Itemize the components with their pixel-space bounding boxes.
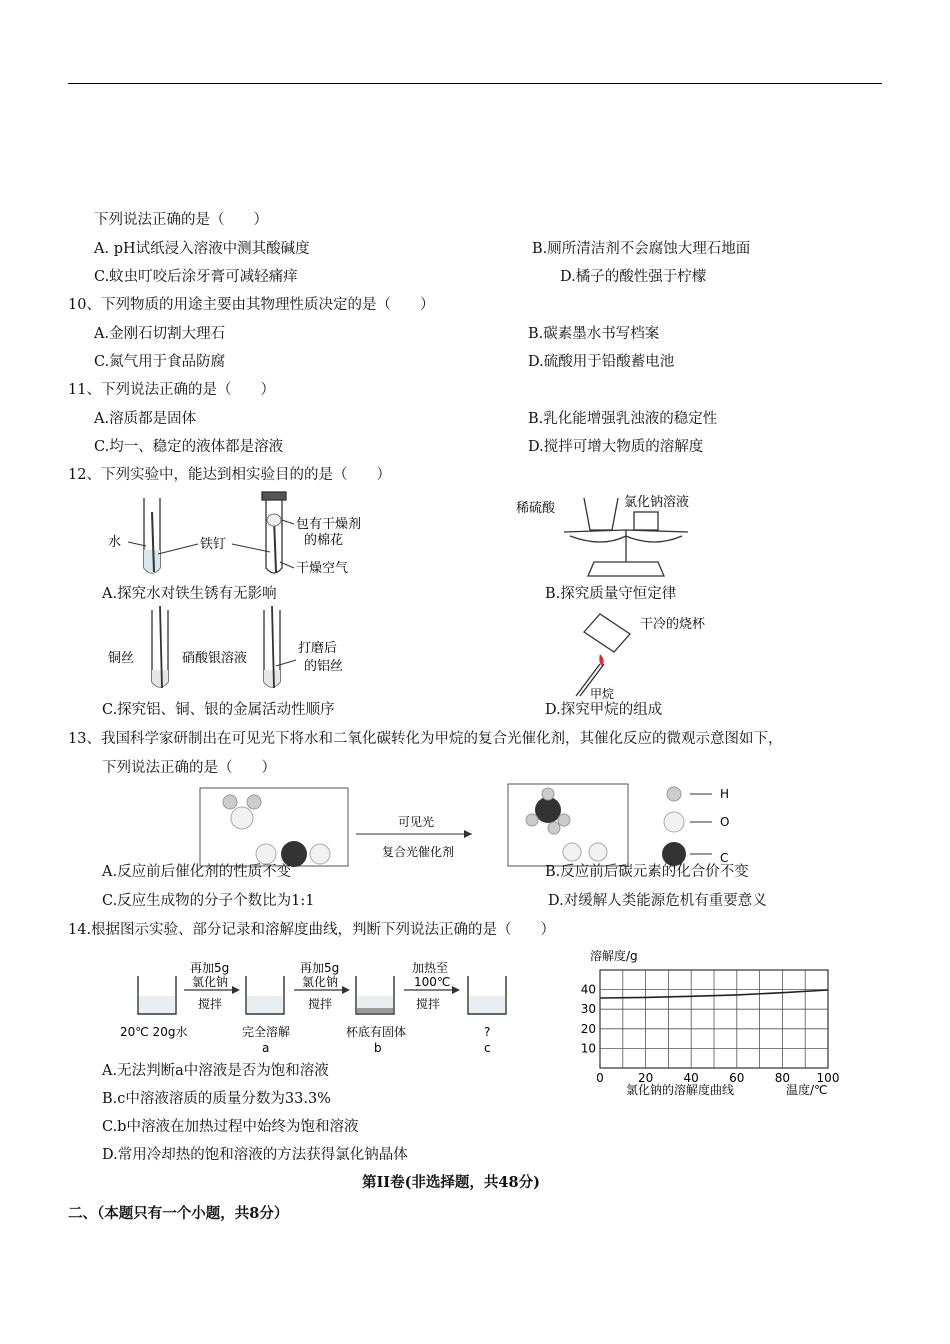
- q12-option-a: A.探究水对铁生锈有无影响: [102, 586, 277, 602]
- q12-figure-b: [514, 490, 714, 585]
- y-tick-label: 40: [580, 982, 596, 997]
- q11-option-c: C.均一、稳定的液体都是溶液: [94, 439, 284, 455]
- x-tick-label: 60: [729, 1071, 745, 1085]
- q9-option-b: B.厕所清洁剂不会腐蚀大理石地面: [532, 241, 751, 257]
- q13-option-d: D.对缓解人类能源危机有重要意义: [548, 893, 767, 909]
- label-a-note: 完全溶解: [242, 1025, 291, 1039]
- x-tick-label: 100: [816, 1071, 840, 1085]
- q11-option-a: A.溶质都是固体: [94, 411, 197, 427]
- label-b: b: [374, 1041, 382, 1055]
- label-catalyst: 复合光催化剂: [382, 845, 455, 859]
- label-nacl-2: 氯化钠: [302, 975, 339, 989]
- q11-option-d: D.搅拌可增大物质的溶解度: [528, 439, 704, 455]
- label-cotton-2: 的棉花: [304, 533, 344, 548]
- label-nacl-solution: 氯化钠溶液: [624, 495, 690, 510]
- q11-stem: 11、下列说法正确的是（ ）: [68, 382, 275, 398]
- q11-option-b: B.乳化能增强乳浊液的稳定性: [528, 411, 718, 427]
- label-al-2: 的铝丝: [304, 659, 344, 674]
- legend-h: H: [720, 787, 730, 801]
- chart-title: 氯化钠的溶解度曲线: [626, 1083, 735, 1097]
- label-stir-3: 搅拌: [416, 997, 441, 1011]
- label-agno3: 硝酸银溶液: [182, 651, 248, 666]
- label-copper-wire: 铜丝: [108, 651, 135, 666]
- q12-figure-d: [560, 604, 730, 700]
- label-start: 20℃ 20g水: [120, 1025, 188, 1039]
- label-add-5g-1: 再加5g: [190, 961, 230, 975]
- y-tick-label: 10: [580, 1041, 596, 1056]
- header-rule: [68, 83, 882, 84]
- label-stir-1: 搅拌: [198, 997, 223, 1011]
- q12-figure-a: [100, 490, 370, 585]
- q12-option-b: B.探究质量守恒定律: [545, 586, 677, 602]
- legend-c: C: [720, 851, 729, 865]
- legend-o: O: [720, 815, 730, 829]
- q13-option-c: C.反应生成物的分子个数比为1:1: [102, 893, 315, 909]
- q14-stem: 14.根据图示实验、部分记录和溶解度曲线，判断下列说法正确的是（ ）: [68, 922, 556, 938]
- y-tick-label: 20: [580, 1021, 596, 1036]
- q10-option-d: D.硫酸用于铅酸蓄电池: [528, 354, 675, 370]
- q13-option-a: A.反应前后催化剂的性质不变: [102, 864, 292, 880]
- chart-grid: [600, 970, 828, 1068]
- label-stir-2: 搅拌: [308, 997, 333, 1011]
- label-al-1: 打磨后: [298, 641, 338, 656]
- label-water: 水: [108, 535, 122, 550]
- label-add-5g-2: 再加5g: [300, 961, 340, 975]
- label-visible-light: 可见光: [398, 815, 435, 829]
- q12-option-c: C.探究铝、铜、银的金属活动性顺序: [102, 702, 335, 718]
- q12-figure-c: [100, 604, 370, 700]
- q14-option-b: B.c中溶液溶质的质量分数为33.3%: [102, 1091, 331, 1107]
- part2-title: 第II卷(非选择题，共48分): [362, 1174, 540, 1191]
- q13-stem-cont: 下列说法正确的是（ ）: [102, 760, 276, 776]
- label-cotton-1: 包有干燥剂: [296, 517, 362, 532]
- q13-option-b: B.反应前后碳元素的化合价不变: [545, 864, 749, 880]
- q10-option-c: C.氮气用于食品防腐: [94, 354, 226, 370]
- label-nacl-1: 氯化钠: [192, 975, 229, 989]
- q13-figure: [196, 782, 756, 868]
- x-tick-label: 0: [596, 1071, 604, 1085]
- q14-option-a: A.无法判断a中溶液是否为饱和溶液: [102, 1063, 329, 1079]
- q10-stem: 10、下列物质的用途主要由其物理性质决定的是（ ）: [68, 297, 435, 313]
- chart-ylabel: 溶解度/g: [590, 949, 638, 963]
- x-tick-label: 80: [774, 1071, 791, 1085]
- q13-stem: 13、我国科学家研制出在可见光下将水和二氧化碳转化为甲烷的复合光催化剂，其催化反应的微观示意图如下，: [68, 731, 783, 747]
- label-c: c: [484, 1041, 491, 1055]
- label-100c: 100℃: [414, 975, 451, 989]
- q9-option-d: D.橘子的酸性强于柠檬: [560, 269, 707, 285]
- q9-option-a: A. pH试纸浸入溶液中测其酸碱度: [94, 241, 310, 257]
- label-a: a: [262, 1041, 270, 1055]
- x-tick-label: 40: [683, 1071, 699, 1085]
- label-dilute-acid: 稀硫酸: [516, 501, 556, 516]
- q14-option-d: D.常用冷却热的饱和溶液的方法获得氯化钠晶体: [102, 1147, 408, 1163]
- q14-experiment-figure: [110, 958, 540, 1062]
- label-methane: 甲烷: [590, 687, 615, 700]
- x-tick-label: 20: [637, 1071, 654, 1085]
- label-cold-beaker: 干冷的烧杯: [640, 617, 706, 632]
- y-tick-label: 30: [580, 1002, 596, 1017]
- q10-option-a: A.金刚石切割大理石: [94, 326, 226, 342]
- label-c-note: ?: [484, 1025, 491, 1039]
- solubility-chart: [560, 942, 860, 1102]
- label-heat-to: 加热至: [412, 961, 449, 975]
- q9-option-c: C.蚊虫叮咬后涂牙膏可减轻痛痒: [94, 269, 298, 285]
- q12-option-d: D.探究甲烷的组成: [545, 702, 663, 718]
- q10-option-b: B.碳素墨水书写档案: [528, 326, 660, 342]
- label-iron-nail: 铁钉: [200, 537, 227, 552]
- label-b-note: 杯底有固体: [346, 1025, 407, 1039]
- label-dry-air: 干燥空气: [296, 561, 349, 576]
- q12-stem: 12、下列实验中，能达到相实验目的的是（ ）: [68, 467, 391, 483]
- section-2-heading: 二、（本题只有一个小题，共8分）: [68, 1205, 289, 1222]
- q9-stem: 下列说法正确的是（ ）: [94, 212, 268, 228]
- q14-option-c: C.b中溶液在加热过程中始终为饱和溶液: [102, 1119, 359, 1135]
- chart-xlabel: 温度/℃: [786, 1083, 828, 1097]
